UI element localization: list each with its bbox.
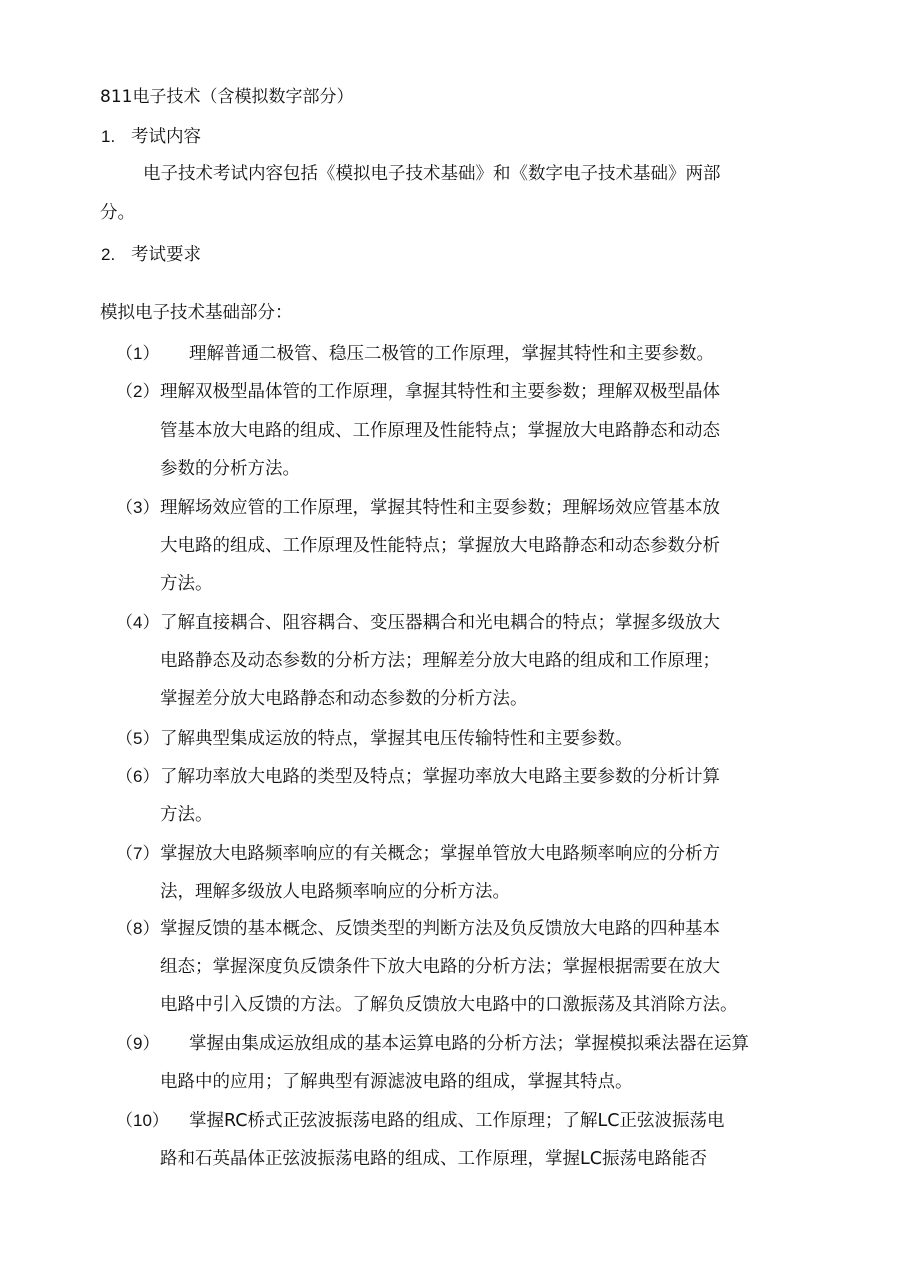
item-line: 组态；掌握深度负反馈条件下放大电路的分析方法；掌握根据需要在放大: [160, 957, 720, 977]
item-label: （2）: [116, 382, 160, 401]
item-line: 电路静态及动态参数的分析方法；理解差分放大电路的组成和工作原理；: [160, 651, 720, 671]
item-line: 理解场效应管的工作原理，掌握其特性和主耍参数；理解场效应管基本放: [160, 498, 720, 518]
item-line: 掌握RC桥式正弦波振荡电路的组成、工作原理；了解LC正弦波振荡电: [189, 1111, 725, 1131]
analog-section-heading: 模拟电子技术基础部分：: [100, 303, 293, 323]
section-1-paragraph-line-2: 分。: [100, 203, 135, 223]
section-2-heading: 考试要求: [131, 245, 201, 265]
item-label: （5）: [116, 729, 160, 748]
item-label: （7）: [116, 844, 160, 863]
item-line: 电路中的应用；了解典型有源滤波电路的组成，掌握其特点。: [160, 1072, 633, 1092]
item-line: 理解普通二极管、稳压二极管的工作原理，掌握其特性和主要参数。: [189, 344, 714, 364]
item-line: 了解典型集成运放的特点，掌握其电压传输特性和主要参数。: [160, 729, 633, 749]
item-label: （3）: [116, 498, 160, 517]
item-line: 电路中引入反馈的方法。了解负反馈放大电路中的口激振荡及其消除方法。: [160, 995, 738, 1015]
item-line: 方法。: [160, 805, 213, 825]
document-title: 811电子技术（含模拟数字部分）: [100, 87, 354, 107]
item-line: 管基本放大电路的组成、工作原理及性能特点；掌握放大电路静态和动态: [160, 421, 720, 441]
section-2-number: 2.: [101, 245, 116, 264]
item-line: 掌握由集成运放组成的基本运算电路的分析方法；掌握模拟乘法器在运算: [189, 1034, 749, 1054]
item-line: 方法。: [160, 574, 213, 594]
item-label: （10）: [116, 1111, 169, 1130]
item-label: （8）: [116, 919, 160, 938]
item-label: （6）: [116, 767, 160, 786]
item-line: 法，理解多级放人电路频率响应的分析方法。: [160, 882, 510, 902]
item-line: 掌握反馈的基本概念、反馈类型的判断方法及负反馈放大电路的四种基本: [160, 919, 720, 939]
item-line: 参数的分析方法。: [160, 459, 300, 479]
item-line: 了解功率放大电路的类型及特点；掌握功率放大电路主要参数的分析计算: [160, 767, 720, 787]
item-line: 理解双极型晶体管的工作原理，拿握其特性和主要参数；理解双极型晶体: [160, 382, 720, 402]
item-label: （1）: [116, 344, 160, 363]
item-line: 了解直接耦合、阻容耦合、变压器耦合和光电耦合的特点；掌握多级放大: [160, 613, 720, 633]
section-1-paragraph-line-1: 电子技术考试内容包括《模拟电子技术基础》和《数字电子技术基础》两部: [143, 164, 721, 184]
item-line: 路和石英晶体正弦波振荡电路的组成、工作原理，掌握LC振荡电路能否: [160, 1149, 707, 1169]
item-label: （4）: [116, 613, 160, 632]
item-line: 大电路的组成、工作原理及性能特点；掌握放大电路静态和动态参数分析: [160, 536, 720, 556]
section-1-number: 1.: [101, 127, 116, 146]
section-1-heading: 考试内容: [131, 127, 201, 147]
item-line: 掌握放大电路频率响应的有关概念；掌握单管放大电路频率响应的分析方: [160, 844, 720, 864]
item-line: 掌握差分放大电路静态和动态参数的分析方法。: [160, 689, 528, 709]
item-label: （9）: [116, 1034, 160, 1053]
